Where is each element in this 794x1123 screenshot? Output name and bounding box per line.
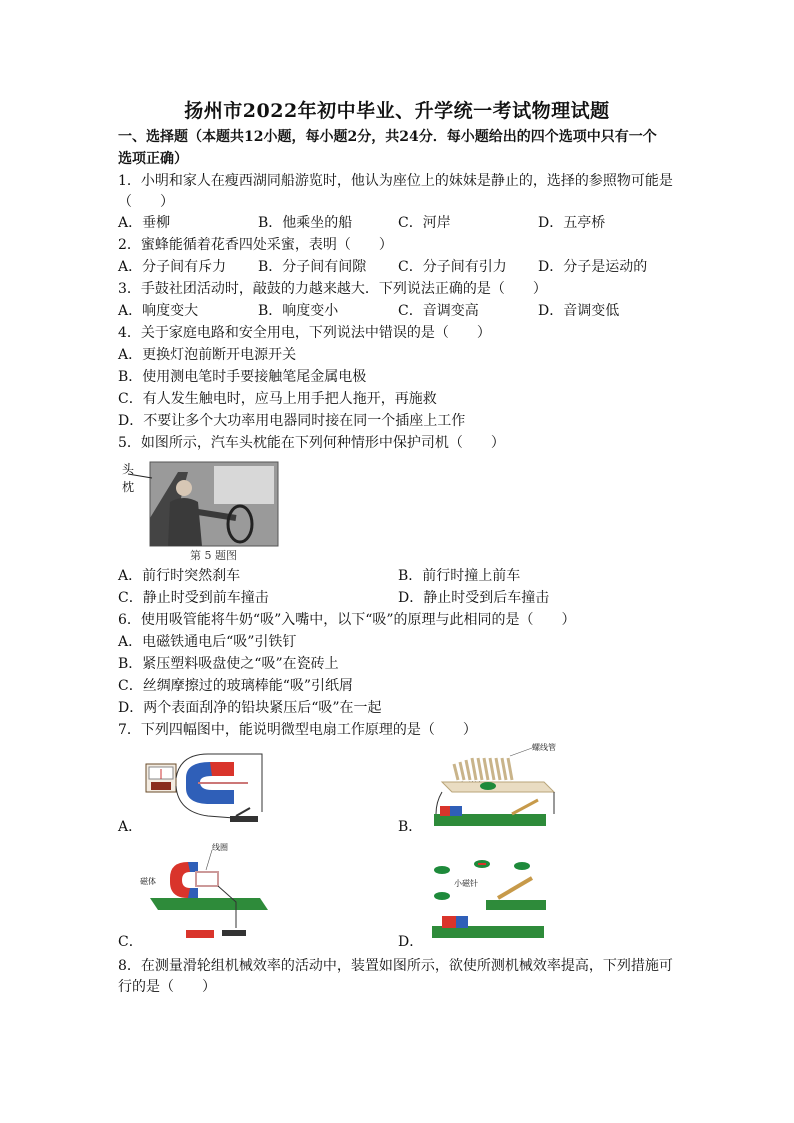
q5-fig-caption: 第 5 题图 — [190, 549, 237, 562]
q7-figure-b — [420, 742, 560, 832]
q2-option-b: B．分子间有间隙 — [258, 259, 367, 275]
q7-stem: 7．下列四幅图中，能说明微型电扇工作原理的是（ ） — [118, 722, 477, 738]
q8-stem-line2: 行的是（ ） — [118, 979, 216, 995]
q4-option-a: A．更换灯泡前断开电源开关 — [118, 347, 297, 363]
q7-figure-a — [138, 752, 268, 832]
q5-stem: 5．如图所示，汽车头枕能在下列何种情形中保护司机（ ） — [118, 435, 505, 451]
q2-option-c: C．分子间有引力 — [398, 259, 507, 275]
q5-figure — [118, 458, 282, 562]
q5-option-c: C．静止时受到前车撞击 — [118, 590, 269, 606]
q7-b-label-coil: 螺线管 — [532, 743, 556, 752]
section-heading-line2: 选项正确） — [118, 151, 188, 167]
q7-figure-c — [140, 842, 270, 942]
q7-c-label-magnet: 磁体 — [140, 877, 156, 886]
car-driver-photo — [118, 458, 282, 548]
q4-option-d: D．不要让多个大功率用电器同时接在同一个插座上工作 — [118, 413, 466, 429]
q1-option-b: B．他乘坐的船 — [258, 215, 353, 231]
q7-option-a: A． — [118, 819, 143, 835]
q5-option-d: D．静止时受到后车撞击 — [398, 590, 550, 606]
q1-stem: 1．小明和家人在瘦西湖同船游览时，他认为座位上的妹妹是静止的，选择的参照物可能是 — [118, 173, 673, 189]
q7-c-label-coil: 线圈 — [212, 843, 228, 852]
page-title: 扬州市2022年初中毕业、升学统一考试物理试题 — [184, 100, 610, 122]
q6-stem: 6．使用吸管能将牛奶“吸”入嘴中，以下“吸”的原理与此相同的是（ ） — [118, 612, 576, 628]
q7-option-b: B． — [398, 819, 423, 835]
q6-option-b: B．紧压塑料吸盘使之“吸”在瓷砖上 — [118, 656, 339, 672]
q8-stem-line1: 8．在测量滑轮组机械效率的活动中，装置如图所示，欲使所测机械效率提高，下列措施可 — [118, 958, 673, 974]
q7-figure-d — [424, 850, 554, 942]
q1-option-d: D．五亭桥 — [538, 215, 606, 231]
q6-option-a: A．电磁铁通电后“吸”引铁钉 — [118, 634, 297, 650]
q4-option-c: C．有人发生触电时，应马上用手把人拖开，再施救 — [118, 391, 437, 407]
q7-d-label-needle: 小磁针 — [454, 879, 478, 888]
q3-stem: 3．手鼓社团活动时，敲鼓的力越来越大．下列说法正确的是（ ） — [118, 281, 547, 297]
q2-option-a: A．分子间有斥力 — [118, 259, 227, 275]
q1-option-a: A．垂柳 — [118, 215, 171, 231]
q3-option-a: A．响度变大 — [118, 303, 199, 319]
q2-option-d: D．分子是运动的 — [538, 259, 648, 275]
section-heading-line1: 一、选择题（本题共12小题，每小题2分，共24分．每小题给出的四个选项中只有一个 — [118, 129, 657, 145]
q7-option-d: D． — [398, 934, 424, 950]
q5-option-a: A．前行时突然刹车 — [118, 568, 241, 584]
q5-fig-label-headrest-2: 枕 — [122, 480, 135, 494]
q5-fig-label-headrest-1: 头 — [122, 462, 135, 476]
q6-option-c: C．丝绸摩擦过的玻璃棒能“吸”引纸屑 — [118, 678, 354, 694]
q3-option-c: C．音调变高 — [398, 303, 479, 319]
q1-option-c: C．河岸 — [398, 215, 451, 231]
q6-option-d: D．两个表面刮净的铅块紧压后“吸”在一起 — [118, 700, 382, 716]
q7-option-c: C． — [118, 934, 143, 950]
q3-option-b: B．响度变小 — [258, 303, 339, 319]
q1-paren: （ ） — [118, 194, 174, 210]
q5-option-b: B．前行时撞上前车 — [398, 568, 521, 584]
q3-option-d: D．音调变低 — [538, 303, 620, 319]
q4-stem: 4．关于家庭电路和安全用电，下列说法中错误的是（ ） — [118, 325, 491, 341]
q4-option-b: B．使用测电笔时手要接触笔尾金属电极 — [118, 369, 367, 385]
q2-stem: 2．蜜蜂能循着花香四处采蜜，表明（ ） — [118, 237, 393, 253]
